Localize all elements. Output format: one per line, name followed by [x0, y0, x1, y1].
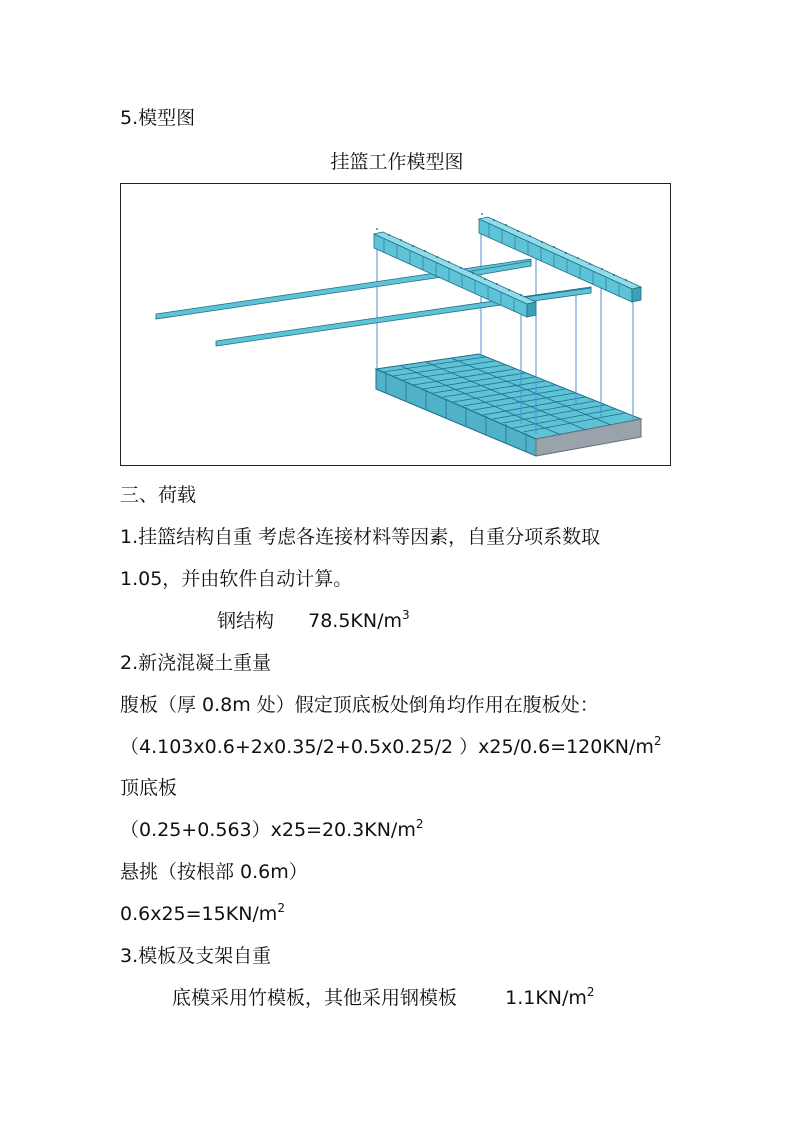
figure-caption: 挂篮工作模型图 — [330, 151, 464, 173]
cantilever-formula: 0.6x25=15KN/m — [120, 903, 278, 925]
formwork-row — [172, 986, 595, 1010]
web-description: 腹板（厚 0.8m 处）假定顶底板处倒角均作用在腹板处： — [120, 694, 599, 716]
formwork-description: 底模采用竹模板，其他采用钢模板 — [172, 987, 458, 1009]
steel-structure-value: 78.5KN/m — [308, 610, 402, 632]
slab-label: 顶底板 — [120, 777, 178, 799]
cantilever-formula-exponent: 2 — [277, 901, 285, 915]
section-heading: 5.模型图 — [120, 107, 196, 129]
web-formula-exponent: 2 — [653, 734, 662, 748]
steel-structure-label: 钢结构 — [217, 610, 275, 632]
steel-structure-row — [217, 609, 410, 633]
slab-formula-row — [120, 818, 424, 842]
formwork-exponent: 2 — [586, 985, 595, 999]
web-formula-row — [120, 735, 662, 759]
concrete-heading: 2.新浇混凝土重量 — [120, 652, 272, 674]
cantilever-formula-row — [120, 902, 285, 926]
formwork-value: 1.1KN/m — [505, 987, 587, 1009]
self-weight-line-1: 1.挂篮结构自重 考虑各连接材料等因素，自重分项系数取 — [120, 526, 601, 548]
steel-structure-exponent: 3 — [402, 608, 410, 622]
slab-formula-exponent: 2 — [415, 817, 424, 831]
loads-heading: 三、荷载 — [120, 484, 197, 506]
formwork-heading: 3.模板及支架自重 — [120, 945, 272, 967]
self-weight-line-2: 1.05，并由软件自动计算。 — [120, 568, 353, 590]
web-formula: （4.103x0.6+2x0.35/2+0.5x0.25/2 ）x25/0.6=120KN/m — [120, 736, 654, 758]
cantilever-label: 悬挑（按根部 0.6m） — [120, 861, 308, 883]
model-figure — [120, 183, 671, 466]
bridge-form-traveler-3d-model-icon — [121, 184, 670, 465]
slab-formula: （0.25+0.563）x25=20.3KN/m — [120, 819, 416, 841]
